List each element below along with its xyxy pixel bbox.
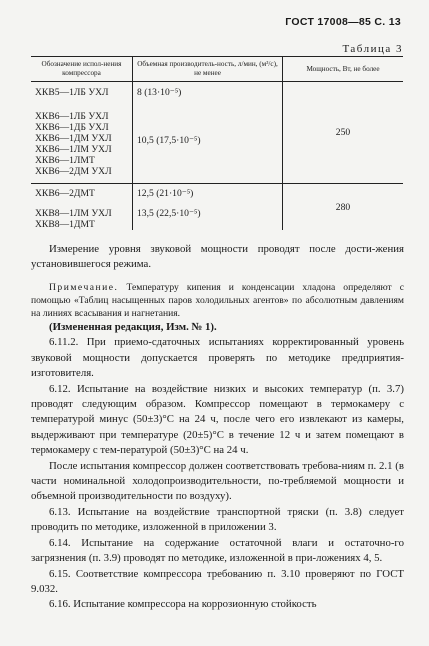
model-cell: ХКВ5—1ЛБ УХЛ (35, 87, 109, 98)
paragraph: 6.14. Испытание на содержание остаточной влаги и остаточно-го загрязнения (п. 3.9) проводят по методике, изложенной в при-ложениях 4, 5. (31, 536, 404, 565)
measure-paragraph: Измерение уровня звуковой мощности проводят после дости-жения установившегося режима. (31, 243, 404, 271)
table-note (31, 281, 404, 320)
flow-cell: 12,5 (21·10⁻⁵) (137, 188, 194, 199)
model-cell: ХКВ8—1ДМТ (35, 219, 95, 230)
model-cell: ХКВ6—1ДБ УХЛ (35, 122, 109, 133)
power-cell: 280 (335, 201, 351, 213)
table-row (31, 184, 403, 206)
model-cell: ХКВ6—1ЛМТ (35, 155, 95, 166)
paragraph: После испытания компрессор должен соответствовать требова-ниям п. 2.1 (в части номинальной холодопроизводительности, по-требляемой мощности и объемной производительности по воздуху). (31, 459, 404, 503)
note-text: Температуру кипения и конденсации хладона определяют с помощью «Таблиц насыщенных паров холодильных агентов» по абсолютным давлениям на линиях всасывания и нагнетания. (31, 282, 405, 319)
flow-cell: 8 (13·10⁻⁵) (137, 87, 182, 98)
note-label: Примечание. (49, 282, 119, 293)
paragraph: 6.16. Испытание компрессора на коррозионную стойкость (49, 598, 317, 611)
page-header: ГОСТ 17008—85 С. 13 (285, 16, 401, 28)
col-header-flow: Объемная производитель-ность, л/мин, (м³/с), не менее (133, 57, 283, 82)
table-row (31, 82, 403, 99)
model-cell: ХКВ6—1ЛМ УХЛ (35, 144, 112, 155)
model-cell: ХКВ6—2ДМТ (35, 188, 95, 199)
col-header-model: Обозначение испол-нения компрессора (31, 57, 133, 82)
paragraph: 6.15. Соответствие компрессора требованию п. 3.10 проверяют по ГОСТ 9.032. (31, 567, 404, 595)
body-text (31, 320, 404, 613)
flow-cell: 10,5 (17,5·10⁻⁵) (137, 135, 201, 146)
model-cell: ХКВ6—1ДМ УХЛ (35, 133, 112, 144)
paragraph: 6.13. Испытание на воздействие транспортной тряски (п. 3.8) следует проводить по методике, изложенной в приложении 3. (31, 505, 404, 534)
table-caption: Таблица 3 (342, 43, 403, 55)
col-header-power: Мощность, Вт, не более (283, 57, 404, 82)
flow-cell: 13,5 (22,5·10⁻⁵) (137, 208, 201, 219)
spec-table (31, 56, 403, 230)
paragraph: 6.11.2. При приемо-сдаточных испытаниях корректированный уровень звуковой мощности допускается проверять по методике предприятия-изготовителя. (31, 336, 404, 380)
paragraph: 6.12. Испытание на воздействие низких и высоких температур (п. 3.7) проводят следующим образом. Компрессор помещают в термокамеру с температурой минус (50±3)°С на 24 ч, после чего его извлекают из камеры, выдерживают при температуре (20±5)°С в течение 12 ч и затем помещают в термокамеру с тем-пературой (50±3)°С на 24 ч. (31, 382, 404, 457)
model-cell: ХКВ6—2ДМ УХЛ (35, 166, 112, 177)
model-cell: ХКВ6—1ЛБ УХЛ (35, 111, 109, 122)
model-cell: ХКВ8—1ЛМ УХЛ (35, 208, 112, 219)
power-cell: 250 (335, 127, 351, 138)
revision-note: (Измененная редакция, Изм. № 1). (49, 321, 217, 333)
